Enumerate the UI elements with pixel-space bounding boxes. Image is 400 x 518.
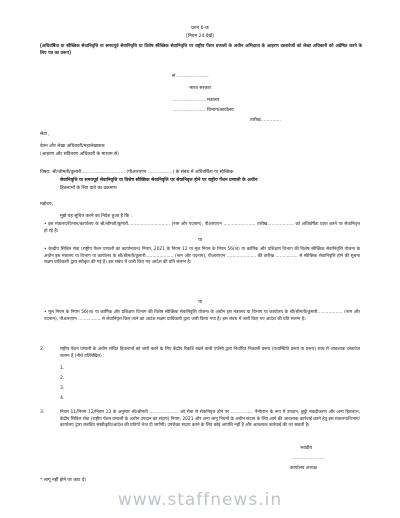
reference-number: सं ...................... xyxy=(172,74,209,79)
subject-line-2: सेवानिवृत्ति या समयपूर्व सेवानिवृत्ति या विशेष स्वैच्छिक सेवानिवृत्ति पर सेवानिवृत्त होने पर राष्ट्रीय पेंशन प्रणाली के अधीन xyxy=(60,178,258,183)
site-watermark: www.staffnews.in xyxy=(117,490,283,510)
signature-line: ...................... xyxy=(292,456,325,461)
or-separator-1: या xyxy=(198,238,202,243)
ministry-line: ....................... मंत्रालय xyxy=(172,98,220,103)
intro-line: मुझे यह सूचित करने का निदेश हुआ है कि : xyxy=(60,214,133,219)
paragraph-2: राष्ट्रीय पेंशन प्रणाली के अधीन संचित हितलाभों को जारी करने के लिए केंद्रीय रिकॉर्ड रखने वाली एजेंसी द्वारा निर्धारित निकासी प्ररूप (यथास्थिति प्ररूप या प्ररूप) साथ में आवश्यक दस्तावेज संलग्न हैं (नीचे उल्लिखित) : xyxy=(60,347,360,359)
paragraph-premature-retirement: • मूल नियम के नियम 56(ञ) या कार्मिक और प्रशिक्षण विभाग की विशेष स्वैच्छिक सेवानिवृत्ति योजना के अधीन इस मंत्रालय या विभाग या कार्यालय के श्री/श्रीमती/कुमारी.................. (नाम और पदनाम), पीआरएएन ................ से सेवानिवृत्त किए जाने का आदेश सक्षम प्राधिकारी द्वारा जारी किया गया है। इस संबंध में जारी किए गए आदेश की प्रति संलग्न है। xyxy=(44,310,360,322)
list-item: 3. xyxy=(60,386,65,391)
list-item: 2. xyxy=(60,376,65,381)
department-line: ....................... विभाग/कार्यालय xyxy=(172,108,234,113)
paragraph-superannuation: • इस मंत्रालय/विभाग/कार्यालय के श्री/श्रीमती/कुमारी.............................. (नाम और पदनाम), पीआरएएन ....................... तारीख................... को अधिवर्षिता प्राप्त करने पर सेवानिवृत्त हो रहे हैं। xyxy=(44,222,360,234)
paragraph-2-label: 2. xyxy=(40,347,45,352)
form-rule: [नियम 24 देखें] xyxy=(186,34,214,39)
designation: कार्यालय अध्यक्ष xyxy=(290,466,318,471)
footnote: * लागू नहीं होने पर काट दें। xyxy=(40,478,87,483)
paragraph-voluntary-retirement: • केन्द्रीय सिविल सेवा (राष्ट्रीय पेंशन प्रणाली का कार्यान्वयन) नियम, 2021 के नियम 12 या मूल नियम के नियम 56(ञ) या कार्मिक और प्रशिक्षण विभाग की विशेष स्वैच्छिक सेवानिवृत्ति योजना के अधीन इस मंत्रालय या विभाग या कार्यालय के श्री/श्रीमती/कुमारी.................... (नाम और पदनाम), पीआरएएन ..................... की तारीख ................ से स्वैच्छिक सेवानिवृत्ति होने की सूचना सक्षम प्राधिकारी द्वारा स्वीकृत की गई है। इस संबंध में जारी किए गए आदेश की प्रति संलग्न है। xyxy=(44,247,360,266)
closing-yours: भवदीय xyxy=(300,446,313,451)
subject-line-3: हितलाभों के लिए दावे का प्रक्रमण। xyxy=(60,186,118,191)
salutation: महोदय, xyxy=(40,202,53,207)
subject-line-1: विषय: श्री/श्रीमती/कुमारी.............................. (पीआरएएन .................) के संबंध में अधिवर्षिता या स्वैच्छिक xyxy=(40,170,234,175)
form-number: प्ररुप 6-क xyxy=(191,26,209,31)
form-heading: [अधिवर्षिता या स्वैच्छिक सेवानिवृत्ति या समयपूर्व सेवानिवृत्ति या विशेष स्वैच्छिक सेवानिवृत्ति पर राष्ट्रीय पेंशन प्रणाली के अधीन अभिदाता के आहरण दस्तावेजों को लेखा अधिकारी को अग्रेषित करने के लिए पत्र का प्ररूप] xyxy=(40,44,362,56)
address-to: सेवा , xyxy=(40,132,50,137)
list-item: 4. xyxy=(60,396,65,401)
or-separator-2: या xyxy=(198,300,202,305)
date-line: तारीख.............. xyxy=(250,118,282,123)
paragraph-3: नियम 11/नियम 12/नियम 13 के अनुसार श्री/श्रीमती ..................... को सेवा से सेवानिवृत्त होने पर ................ नैनोलाभ के रूप में उपदान, छुट्टी नकदीकरण और अन्य हितलाभ, केंद्रीय सिविल सेवा (राष्ट्रीय पेंशन प्रणाली के अधीन उपदान का संदाय) नियम, 2021 और अन्य लागू नियमों के अधीन संदाय के लिए आगे की आवश्यक कार्रवाई करने हेतु इस मंत्रालय/विभाग/कार्यालय द्वारा संबंधित संस्वीकृति/आदेश की प्रतियाँ भेज दी जाएँगी। उपरोक्त संदाय करने के लिए कोई आपत्ति नहीं है और आवश्यक कार्रवाई की जा सकती है। xyxy=(60,410,360,429)
list-item: 1. xyxy=(60,366,65,371)
paragraph-3-label: 3. xyxy=(40,410,45,415)
government-label: भारत सरकार xyxy=(189,86,211,91)
address-line-2: (आहरण और संवितरण अधिकारी के माध्यम से) xyxy=(40,152,119,157)
address-line-1: वेतन और लेखा अधिकारी/महालेखाकार xyxy=(40,144,105,149)
